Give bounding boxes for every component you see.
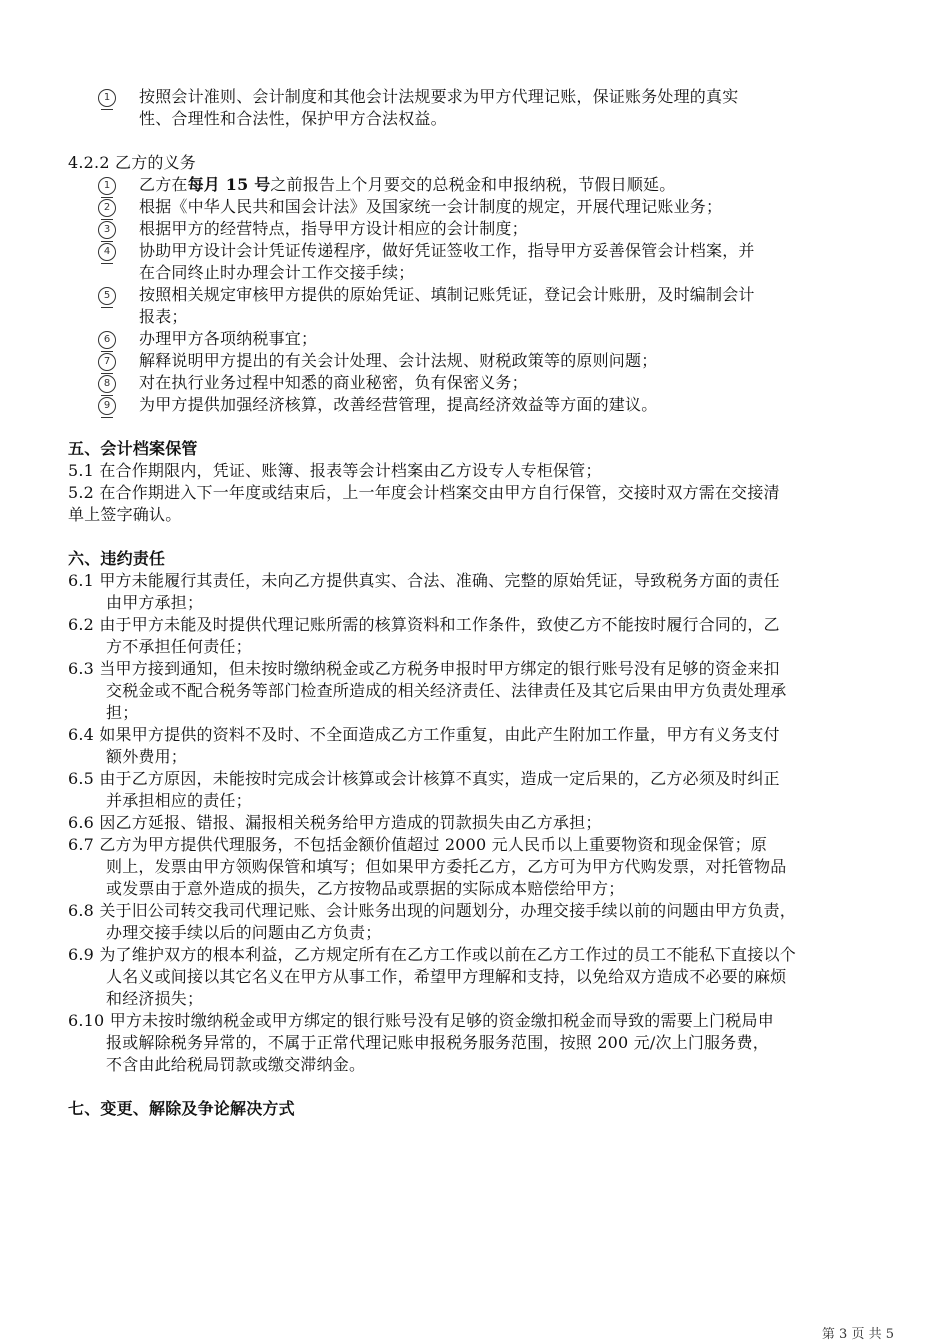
section-4-2-2-title: 4.2.2 乙方的义务 (68, 153, 196, 172)
circled-number-marker: 7 (98, 353, 116, 371)
duty-item-5-line-1: 按照相关规定审核甲方提供的原始凭证、填制记账凭证，登记会计账册，及时编制会计 (139, 285, 755, 304)
clause-6-8-line-1: 6.8 关于旧公司转交我司代理记账、会计账务出现的问题划分，办理交接手续以前的问题由甲方负责， (68, 901, 796, 920)
clause-6-5-line-1: 6.5 由于乙方原因，未能按时完成会计核算或会计核算不真实，造成一定后果的，乙方必须及时纠正 (68, 769, 780, 788)
duty-item-9: 为甲方提供加强经济核算，改善经营管理，提高经济效益等方面的建议。 (139, 395, 658, 414)
page-number-footer: 第 3 页 共 5 (821, 1327, 894, 1342)
clause-6-10-line-2: 报或解除税务异常的，不属于正常代理记账申报税务服务范围，按照 200 元/次上门服务费， (106, 1033, 769, 1052)
circled-number-marker: 2 (98, 199, 116, 217)
circled-number-marker: 6 (98, 331, 116, 349)
duty-item-1-pre: 乙方在 (139, 175, 188, 194)
clause-6-5-line-2: 并承担相应的责任； (106, 791, 252, 810)
clause-5-2-line-2: 单上签字确认。 (68, 505, 182, 524)
clause-6-2-line-1: 6.2 由于甲方未能及时提供代理记账所需的核算资料和工作条件，致使乙方不能按时履行合同的，乙 (68, 615, 780, 634)
clause-6-3-line-3: 担； (106, 703, 139, 722)
duty-item-1-post: 之前报告上个月要交的总税金和申报纳税，节假日顺延。 (270, 175, 676, 194)
section-6-heading: 六、违约责任 (68, 549, 166, 568)
clause-5-2-line-1: 5.2 在合作期进入下一年度或结束后，上一年度会计档案交由甲方自行保管，交接时双方需在交接清 (68, 483, 780, 502)
circled-number-marker: 9 (98, 397, 116, 415)
circled-number-marker: 1 (98, 177, 116, 195)
circled-number-marker: 5 (98, 287, 116, 305)
clause-6-1-line-1: 6.1 甲方未能履行其责任，未向乙方提供真实、合法、准确、完整的原始凭证，导致税务方面的责任 (68, 571, 780, 590)
duty-item-6: 办理甲方各项纳税事宜； (139, 329, 318, 348)
duty-item-7: 解释说明甲方提出的有关会计处理、会计法规、财税政策等的原则问题； (139, 351, 658, 370)
intro-line-1: 按照会计准则、会计制度和其他会计法规要求为甲方代理记账，保证账务处理的真实 (139, 87, 739, 106)
circled-number-marker: 4 (98, 243, 116, 261)
clause-6-9-line-2: 人名义或间接以其它名义在甲方从事工作，希望甲方理解和支持，以免给双方造成不必要的麻烦 (106, 967, 787, 986)
intro-line-2: 性、合理性和合法性，保护甲方合法权益。 (139, 109, 447, 128)
duty-item-4-line-1: 协助甲方设计会计凭证传递程序，做好凭证签收工作，指导甲方妥善保管会计档案，并 (139, 241, 755, 260)
section-7-heading: 七、变更、解除及争论解决方式 (68, 1099, 295, 1118)
duty-item-2: 根据《中华人民共和国会计法》及国家统一会计制度的规定，开展代理记账业务； (139, 197, 723, 216)
clause-6-8-line-2: 办理交接手续以后的问题由乙方负责； (106, 923, 382, 942)
duty-item-3: 根据甲方的经营特点，指导甲方设计相应的会计制度； (139, 219, 528, 238)
clause-6-3-line-2: 交税金或不配合税务等部门检查所造成的相关经济责任、法律责任及其它后果由甲方负责处理承 (106, 681, 787, 700)
clause-5-1: 5.1 在合作期限内，凭证、账簿、报表等会计档案由乙方设专人专柜保管； (68, 461, 602, 480)
clause-6-2-line-2: 方不承担任何责任； (106, 637, 252, 656)
clause-6-3-line-1: 6.3 当甲方接到通知，但未按时缴纳税金或乙方税务申报时甲方绑定的银行账号没有足够的资金来扣 (68, 659, 780, 678)
clause-6-1-line-2: 由甲方承担； (106, 593, 204, 612)
clause-6-7-line-3: 或发票由于意外造成的损失，乙方按物品或票据的实际成本赔偿给甲方； (106, 879, 625, 898)
duty-item-8: 对在执行业务过程中知悉的商业秘密，负有保密义务； (139, 373, 528, 392)
clause-6-10-line-3: 不含由此给税局罚款或缴交滞纳金。 (106, 1055, 366, 1074)
duty-item-4-line-2: 在合同终止时办理会计工作交接手续； (139, 263, 415, 282)
circled-number-marker: 3 (98, 221, 116, 239)
duty-item-1 (139, 174, 675, 196)
clause-6-7-line-1: 6.7 乙方为甲方提供代理服务，不包括金额价值超过 2000 元人民币以上重要物资和现金保管；原 (68, 835, 768, 854)
circled-number-marker: 1 (98, 89, 116, 107)
clause-6-9-line-3: 和经济损失； (106, 989, 204, 1008)
clause-6-7-line-2: 则上，发票由甲方领购保管和填写；但如果甲方委托乙方，乙方可为甲方代购发票，对托管物品 (106, 857, 787, 876)
section-5-heading: 五、会计档案保管 (68, 439, 198, 458)
clause-6-4-line-2: 额外费用； (106, 747, 188, 766)
duty-item-1-deadline: 每月 15 号 (187, 175, 271, 194)
clause-6-4-line-1: 6.4 如果甲方提供的资料不及时、不全面造成乙方工作重复，由此产生附加工作量，甲方有义务支付 (68, 725, 780, 744)
clause-6-6: 6.6 因乙方延报、错报、漏报相关税务给甲方造成的罚款损失由乙方承担； (68, 813, 602, 832)
clause-6-9-line-1: 6.9 为了维护双方的根本利益，乙方规定所有在乙方工作或以前在乙方工作过的员工不能私下直接以个 (68, 945, 796, 964)
circled-number-marker: 8 (98, 375, 116, 393)
duty-item-5-line-2: 报表； (139, 307, 188, 326)
clause-6-10-line-1: 6.10 甲方未按时缴纳税金或甲方绑定的银行账号没有足够的资金缴扣税金而导致的需要上门税局申 (68, 1011, 774, 1030)
